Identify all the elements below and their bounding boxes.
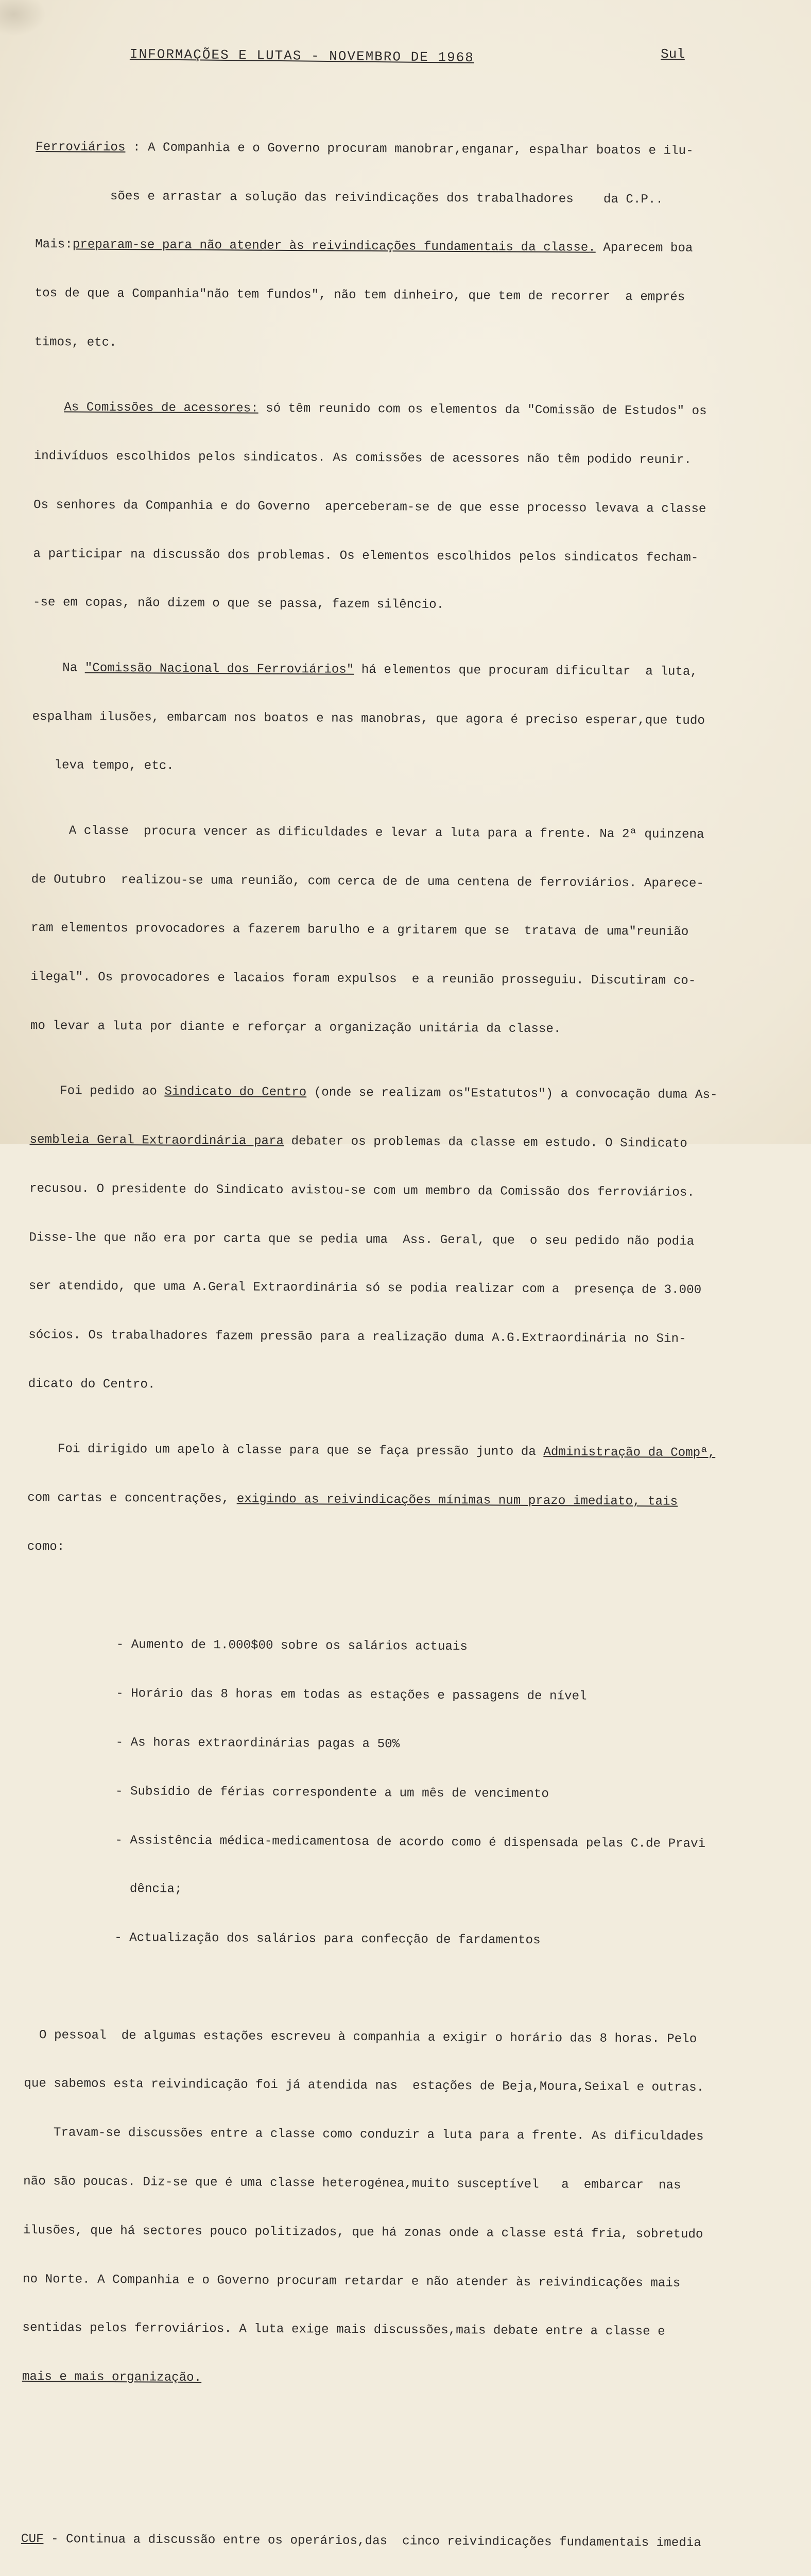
text-line: mo levar a luta por diante e reforçar a organização unitária da classe.	[30, 1019, 561, 1037]
text-line: leva tempo, etc.	[31, 758, 174, 774]
text-line: timos, etc.	[34, 335, 117, 350]
text-line: ilusões, que há sectores pouco politizados, que há zonas onde a classe está fria, sobretudo	[23, 2223, 703, 2242]
underlined-phrase: exigindo as reivindicações mínimas num prazo imediato, tais	[236, 1492, 678, 1509]
text-line: ilegal". Os provocadores e lacaios foram expulsos e a reunião prosseguiu. Discutiram co-	[30, 970, 696, 988]
text-line: sócios. Os trabalhadores fazem pressão para a realização duma A.G.Extraordinária no Sin-	[28, 1328, 686, 1346]
demands-list	[25, 1604, 794, 1983]
underlined-phrase: preparam-se para não atender às reivindicações fundamentais da classe.	[72, 238, 596, 255]
text-line: não são poucas. Diz-se que é uma classe heterogénea,muito susceptível a embarcar nas	[23, 2174, 681, 2193]
underlined-phrase: "Comissão Nacional dos Ferroviários"	[84, 661, 354, 677]
text-line: espalham ilusões, embarcam nos boatos e nas manobras, que agora é preciso esperar,que tudo	[32, 709, 705, 728]
text-line: tos de que a Companhia"não tem fundos", não tem dinheiro, que tem de recorrer a emprés	[34, 286, 685, 304]
text-line: Os senhores da Companhia e do Governo aperceberam-se de que esse processo levava a classe	[33, 498, 706, 516]
text-line: recusou. O presidente do Sindicato avistou-se com um membro da Comissão dos ferroviários.	[29, 1181, 695, 1200]
text-line: ser atendido, que uma A.Geral Extraordinária só se podia realizar com a presença de 3.000	[28, 1279, 702, 1298]
document-header	[0, 35, 811, 71]
section-heading-ferroviarios: Ferroviários	[36, 140, 126, 155]
paper-stain	[0, 0, 46, 36]
underlined-phrase: Sindicato do Centro	[164, 1084, 307, 1100]
section-heading-cuf: CUF	[21, 2532, 44, 2547]
text-line: sentidas pelos ferroviários. A luta exige mais discussões,mais debate entre a classe e	[22, 2321, 665, 2339]
list-item: - Assistência médica-medicamentosa de acordo como é dispensada pelas C.de Pravi	[115, 1833, 706, 1851]
text-line: de Outubro realizou-se uma reunião, com cerca de de uma centena de ferroviários. Aparece-	[31, 872, 704, 891]
text-line: Foi dirigido um apelo à classe para que se faça pressão junto da Administração da Compª,	[27, 1442, 716, 1461]
underlined-phrase: mais e mais organização.	[22, 2370, 202, 2385]
underlined-phrase: sembleia Geral Extraordinária para	[29, 1132, 284, 1148]
text-line: indivíduos escolhidos pelos sindicatos. As comissões de acessores não têm podido reunir.	[33, 449, 692, 467]
text-line: como:	[27, 1539, 65, 1554]
text-line: As Comissões de acessores: só têm reunido com os elementos da "Comissão de Estudos" os	[64, 400, 707, 419]
list-item: - Aumento de 1.000$00 sobre os salários actuais	[116, 1638, 468, 1654]
text-line: A classe procura vencer as dificuldades e levar a luta para a frente. Na 2ª quinzena	[31, 823, 704, 842]
text-line: CUF - Continua a discussão entre os operários,das cinco reivindicações fundamentais imedia	[21, 2532, 701, 2550]
text-line: Foi pedido ao Sindicato do Centro (onde se realizam os"Estatutos") a convocação duma As-	[30, 1084, 718, 1103]
text-line: que sabemos esta reivindicação foi já atendida nas estações de Beja,Moura,Seixal e outras.	[24, 2077, 704, 2095]
list-item: - Actualização dos salários para confecção de fardamentos	[114, 1931, 541, 1948]
text-line: ram elementos provocadores a fazerem barulho e a gritarem que se tratava de uma"reunião	[30, 921, 689, 940]
text-line: Travam-se discussões entre a classe como conduzir a luta para a frente. As dificuldades	[23, 2126, 704, 2144]
list-item: dência;	[114, 1882, 182, 1897]
text-line: Na "Comissão Nacional dos Ferroviários" há elementos que procuram dificultar a luta,	[32, 660, 698, 679]
document-title: INFORMAÇÕES E LUTAS - NOVEMBRO DE 1968	[129, 46, 475, 66]
text-line: sões e arrastar a solução das reivindicações dos trabalhadores da C.P..	[35, 189, 664, 207]
region-label: Sul	[661, 46, 685, 62]
list-item: - Subsídio de férias correspondente a um mês de vencimento	[115, 1784, 549, 1801]
text-line: Disse-lhe que não era por carta que se pedia uma Ass. Geral, que o seu pedido não podia	[29, 1230, 695, 1249]
text-line: dicato do Centro.	[28, 1377, 156, 1392]
text-line: Ferroviários : A Companhia e o Governo procuram manobrar,enganar, espalhar boatos e ilu-	[36, 140, 694, 158]
list-item: - Horário das 8 horas em todas as estações e passagens de nível	[116, 1687, 587, 1704]
text-line: a participar na discussão dos problemas. Os elementos escolhidos pelos sindicatos fecham-	[33, 547, 699, 565]
underlined-phrase: Administração da Compª,	[543, 1445, 716, 1461]
text-line: O pessoal de algumas estações escreveu à companhia a exigir o horário das 8 horas. Pelo	[24, 2028, 697, 2046]
text-line	[22, 2369, 789, 2390]
text-line: no Norte. A Companhia e o Governo procuram retardar e não atender às reivindicações mais	[22, 2272, 681, 2291]
text-line: Mais:preparam-se para não atender às reivindicações fundamentais da classe. Aparecem boa	[35, 238, 693, 256]
text-line: sembleia Geral Extraordinária para debater os problemas da classe em estudo. O Sindicato	[29, 1132, 687, 1151]
text-line: -se em copas, não dizem o que se passa, fazem silêncio.	[32, 596, 444, 613]
subheading-comissoes: As Comissões de acessores:	[64, 400, 258, 416]
text-line: com cartas e concentrações, exigindo as reivindicações mínimas num prazo imediato, tais	[27, 1491, 678, 1509]
document-body	[18, 90, 803, 2576]
list-item: - As horas extraordinárias pagas a 50%	[115, 1735, 400, 1752]
